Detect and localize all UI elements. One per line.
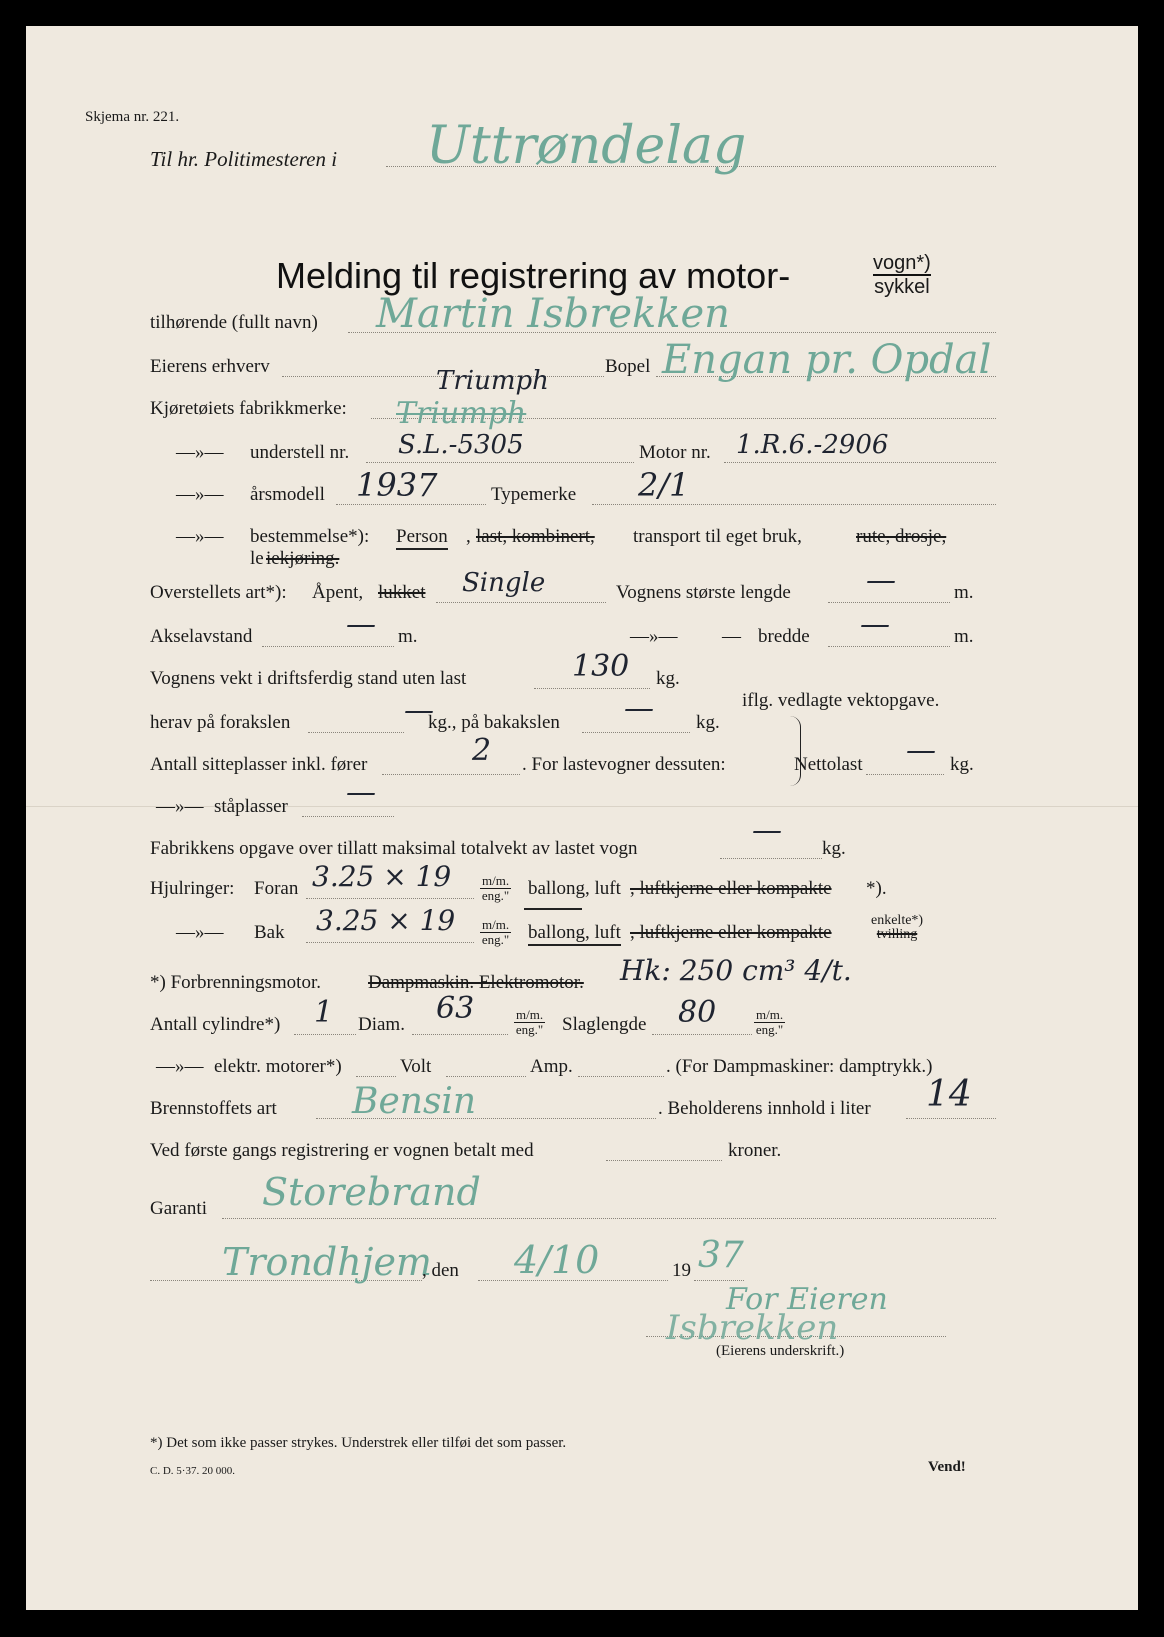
unit-bottom: eng." [481,888,510,903]
rear-axle-label: kg., på bakakslen [428,712,560,733]
paid-label: Ved første gangs registrering er vognen betalt med [150,1140,534,1161]
purpose-label: bestemmelse*): [250,526,370,547]
width-dash: — [722,626,741,647]
body-label: Overstellets art*): [150,582,287,603]
tyres-front-label: Foran [254,878,299,899]
max-weight-line [720,858,822,859]
axle-unit: m. [398,626,418,647]
combustion-label: *) Forbrenningsmotor. [150,972,321,993]
motor-value: 1.R.6.-2906 [736,430,889,460]
make-struck: Triumph [396,396,527,431]
tank-line [906,1118,996,1119]
recipient-label: Til hr. Politimesteren i [150,147,338,171]
seats-value: 2 [472,733,492,768]
weight-line [534,688,650,689]
unit-top: m/m. [482,873,510,888]
ditto-purpose: —»— [176,526,224,547]
place-value: Trondhjem [222,1240,432,1284]
purpose-transport: transport til eget bruk, [633,526,802,547]
type-line [592,504,996,505]
cylinders-line [294,1034,356,1035]
standing-line [302,816,394,817]
paid-line [606,1160,722,1161]
year-suffix: 37 [698,1235,744,1276]
tyres-front-line [306,898,474,899]
rear-axle-line [582,732,690,733]
ditto-chassis: —»— [176,442,224,463]
unit-top: m/m. [756,1007,784,1022]
weight-unit: kg. [656,668,680,689]
tyres-front-unit [480,874,511,903]
amp-label: Amp. [530,1056,573,1077]
signature-caption: (Eierens underskrift.) [716,1343,845,1359]
cylinders-label: Antall cylindre*) [150,1014,281,1035]
title-fraction [873,252,931,298]
residence-value: Engan pr. Opdal [662,337,992,383]
width-unit: m. [954,626,974,647]
length-value: — [866,563,896,598]
chassis-line [366,462,634,463]
width-label: bredde [758,626,810,647]
purpose-struck-2: rute, drosje, [856,526,947,547]
tyres-rear-struck: , luftkjerne eller kompakte [630,922,832,943]
tyres-front-struck: , luftkjerne eller kompakte [630,878,832,899]
config-bottom: tvilling [876,927,918,942]
body-open: Åpent, [312,582,364,603]
volt-label: Volt [400,1056,432,1077]
unit-top: m/m. [516,1007,544,1022]
tyres-rear-unit [480,918,511,947]
electric-label: elektr. motorer*) [214,1056,342,1077]
seats-line [382,774,520,775]
print-code: C. D. 5·37. 20 000. [150,1465,235,1477]
owner-name-value: Martin Isbrekken [376,291,730,337]
occupation-label: Eierens erhverv [150,356,270,377]
rear-axle-value: — [624,691,654,726]
schema-number: Skjema nr. 221. [85,109,180,125]
volt-line [446,1076,526,1077]
fuel-label: Brennstoffets art [150,1098,277,1119]
max-weight-unit: kg. [822,838,846,859]
steam-label: . (For Dampmaskiner: damptrykk.) [666,1056,933,1077]
title-frac-bottom: sykkel [874,276,930,298]
tyres-front-value: 3.25 × 19 [312,860,452,893]
stroke-value: 80 [678,995,717,1030]
axle-line [262,646,394,647]
tyres-rear-label: Bak [254,922,285,943]
cylinders-value: 1 [314,995,334,1030]
diam-unit [514,1008,545,1037]
weight-value: 130 [572,649,630,684]
unit-bottom: eng." [481,932,510,947]
tyres-rear-value: 3.25 × 19 [316,904,456,937]
purpose-sep: , [466,526,471,547]
ditto-standing: —»— [156,796,204,817]
purpose-line2-b: iekjøring. [266,548,340,569]
recipient-value: Uttrøndelag [426,116,747,176]
purpose-person: Person [396,526,448,550]
freight-label: . For lastevogner dessuten: [522,754,726,775]
stroke-line [652,1034,752,1035]
year-value: 1937 [356,466,438,504]
diam-label: Diam. [358,1014,405,1035]
chassis-label: understell nr. [250,442,350,463]
amp-line [578,1076,664,1077]
purpose-line2-a: le [250,548,264,569]
title-frac-top: vogn*) [873,252,931,274]
tyres-rear-config [869,914,925,942]
length-line [828,602,950,603]
turn-over: Vend! [928,1459,966,1475]
net-load-label: Nettolast [794,754,863,775]
length-label: Vognens største lengde [616,582,791,603]
diam-line [412,1034,508,1035]
seats-label: Antall sitteplasser inkl. fører [150,754,368,775]
body-line [436,602,606,603]
body-closed: lukket [378,582,426,603]
tyres-label: Hjulringer: [150,878,235,899]
ditto-rear: —»— [176,922,224,943]
guarantee-line [222,1218,996,1219]
ditto-electric: —»— [156,1056,204,1077]
signature-line-1: For Eieren [726,1282,888,1317]
residence-label: Bopel [605,356,651,377]
front-axle-value: — [404,693,434,728]
tyres-rear-line [306,942,474,943]
date-label: , den [422,1260,459,1281]
chassis-value: S.L.-5305 [398,430,524,460]
weight-note: iflg. vedlagte vektopgave. [742,690,940,711]
year-label: årsmodell [250,484,325,505]
rear-axle-unit: kg. [696,712,720,733]
standing-value: — [346,775,376,810]
length-unit: m. [954,582,974,603]
form-title: Melding til registrering av motor- [276,255,791,296]
stroke-label: Slaglengde [562,1014,647,1035]
unit-top: m/m. [482,917,510,932]
max-weight-value: — [752,813,782,848]
motor-line [724,462,996,463]
axle-label: Akselavstand [150,626,253,647]
make-label: Kjøretøiets fabrikkmerke: [150,398,347,419]
net-load-value: — [906,733,936,768]
paid-unit: kroner. [728,1140,782,1161]
max-weight-label: Fabrikkens opgave over tillatt maksimal totalvekt av lastet vogn [150,838,638,859]
weight-label: Vognens vekt i driftsferdig stand uten last [150,668,467,689]
year-line [336,504,486,505]
tyres-rear-type: ballong, luft [528,922,621,946]
tyres-front-end: *). [866,878,887,899]
width-value: — [860,607,890,642]
config-top: enkelte*) [871,913,924,928]
fuel-value: Bensin [352,1081,477,1122]
purpose-struck-1: last, kombinert, [476,526,595,547]
type-value: 2/1 [638,466,690,504]
horsepower-value: Hk: 250 cm³ 4/t. [620,954,852,987]
signature-line-2: Isbrekken [666,1308,839,1348]
tank-label: . Beholderens innhold i liter [658,1098,871,1119]
owner-name-label: tilhørende (fullt navn) [150,312,318,333]
date-value: 4/10 [514,1238,600,1282]
front-axle-line [308,732,404,733]
form-page [26,26,1138,1610]
year-prefix: 19 [672,1260,691,1281]
tyres-front-type: ballong, luft [528,878,621,899]
unit-bottom: eng." [755,1022,784,1037]
net-load-unit: kg. [950,754,974,775]
electric-line [356,1076,396,1077]
standing-label: ståplasser [214,796,288,817]
make-value: Triumph [436,366,549,396]
body-value: Single [462,568,546,598]
front-axle-label: herav på forakslen [150,712,291,733]
tyres-front-underline [524,908,582,910]
net-load-line [866,774,944,775]
guarantee-label: Garanti [150,1198,207,1219]
width-line [828,646,950,647]
diam-value: 63 [436,991,475,1026]
ditto-year: —»— [176,484,224,505]
unit-bottom: eng." [515,1022,544,1037]
axle-value: — [346,607,376,642]
footnote: *) Det som ikke passer strykes. Understrek eller tilføi det som passer. [150,1435,567,1451]
stroke-unit [754,1008,785,1037]
ditto-width: —»— [630,626,678,647]
engine-struck: Dampmaskin. Elektromotor. [368,972,584,993]
tank-value: 14 [926,1074,972,1115]
type-label: Typemerke [491,484,577,505]
guarantee-value: Storebrand [262,1170,481,1214]
motor-label: Motor nr. [639,442,711,463]
